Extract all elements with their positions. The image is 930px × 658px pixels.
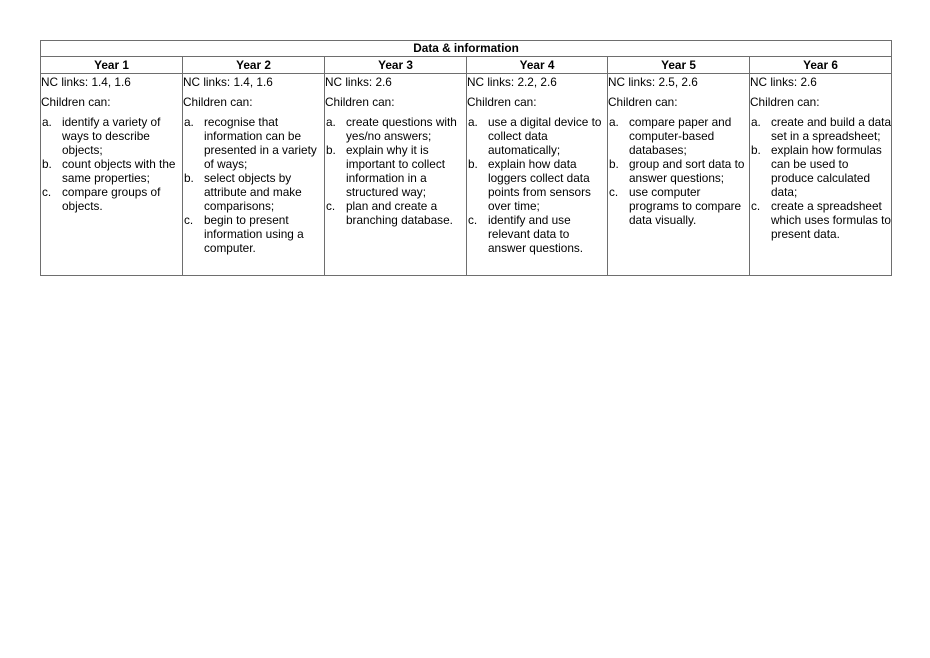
children-can-label: Children can: [750, 95, 820, 109]
children-can-label: Children can: [608, 95, 678, 109]
list-item [325, 199, 466, 227]
item-text: use a digital device to collect data automatically; [488, 115, 602, 157]
children-can-label: Children can: [467, 95, 537, 109]
item-text: explain how data loggers collect data points from sensors over time; [488, 157, 591, 213]
list-item [467, 157, 607, 213]
nc-links: NC links: 2.5, 2.6 [608, 75, 698, 89]
item-letter: c. [42, 185, 52, 199]
item-text: explain why it is important to collect information in a structured way; [346, 143, 446, 199]
objective-list [608, 115, 749, 227]
year-6-header: Year 6 [750, 57, 892, 74]
year-6-cell [750, 74, 892, 276]
objective-list [183, 115, 324, 255]
children-can-label: Children can: [41, 95, 111, 109]
item-text: explain how formulas can be used to produce calculated data; [771, 143, 882, 199]
year-3-cell [325, 74, 467, 276]
year-header-row [41, 57, 892, 74]
list-item [608, 185, 749, 227]
objective-list [325, 115, 466, 227]
item-text: plan and create a branching database. [346, 199, 453, 227]
list-item [467, 213, 607, 255]
item-letter: b. [42, 157, 52, 171]
item-letter: b. [609, 157, 619, 171]
nc-links: NC links: 2.2, 2.6 [467, 75, 557, 89]
list-item [608, 115, 749, 157]
objective-list [41, 115, 182, 213]
curriculum-table [40, 40, 892, 276]
item-letter: a. [468, 115, 478, 129]
table-title: Data & information [41, 41, 892, 57]
item-text: compare paper and computer-based databases; [629, 115, 732, 157]
year-5-cell [608, 74, 750, 276]
year-2-header: Year 2 [183, 57, 325, 74]
item-text: select objects by attribute and make comparisons; [204, 171, 302, 213]
year-1-header: Year 1 [41, 57, 183, 74]
list-item [608, 157, 749, 185]
item-text: group and sort data to answer questions; [629, 157, 745, 185]
item-letter: a. [184, 115, 194, 129]
list-item [183, 115, 324, 171]
year-5-header: Year 5 [608, 57, 750, 74]
list-item [41, 157, 182, 185]
item-letter: c. [751, 199, 761, 213]
item-letter: a. [326, 115, 336, 129]
year-4-cell [467, 74, 608, 276]
content-row [41, 74, 892, 276]
item-text: compare groups of objects. [62, 185, 161, 213]
item-letter: b. [468, 157, 478, 171]
list-item [467, 115, 607, 157]
list-item [41, 185, 182, 213]
year-4-header: Year 4 [467, 57, 608, 74]
nc-links: NC links: 2.6 [750, 75, 817, 89]
item-text: identify and use relevant data to answer questions. [488, 213, 584, 255]
list-item [750, 199, 891, 241]
nc-links: NC links: 2.6 [325, 75, 392, 89]
year-1-cell [41, 74, 183, 276]
nc-links: NC links: 1.4, 1.6 [183, 75, 273, 89]
item-letter: c. [326, 199, 336, 213]
list-item [183, 213, 324, 255]
item-letter: c. [468, 213, 478, 227]
children-can-label: Children can: [183, 95, 253, 109]
children-can-label: Children can: [325, 95, 395, 109]
item-letter: a. [751, 115, 761, 129]
list-item [325, 115, 466, 143]
item-text: use computer programs to compare data visually. [629, 185, 742, 227]
list-item [325, 143, 466, 199]
year-2-cell [183, 74, 325, 276]
item-letter: b. [184, 171, 194, 185]
item-letter: a. [42, 115, 52, 129]
item-letter: b. [751, 143, 761, 157]
list-item [183, 171, 324, 213]
item-text: recognise that information can be presented in a variety of ways; [204, 115, 317, 171]
item-letter: c. [184, 213, 194, 227]
nc-links: NC links: 1.4, 1.6 [41, 75, 131, 89]
item-letter: b. [326, 143, 336, 157]
objective-list [750, 115, 891, 241]
item-text: create a spreadsheet which uses formulas to present data. [771, 199, 891, 241]
list-item [750, 143, 891, 199]
list-item [41, 115, 182, 157]
item-text: create questions with yes/no answers; [346, 115, 457, 143]
item-letter: c. [609, 185, 619, 199]
item-text: identify a variety of ways to describe objects; [62, 115, 161, 157]
list-item [750, 115, 891, 143]
item-text: begin to present information using a computer. [204, 213, 304, 255]
item-text: count objects with the same properties; [62, 157, 176, 185]
objective-list [467, 115, 607, 255]
year-3-header: Year 3 [325, 57, 467, 74]
table-title-row [41, 41, 892, 57]
item-letter: a. [609, 115, 619, 129]
item-text: create and build a data set in a spreadsheet; [771, 115, 892, 143]
